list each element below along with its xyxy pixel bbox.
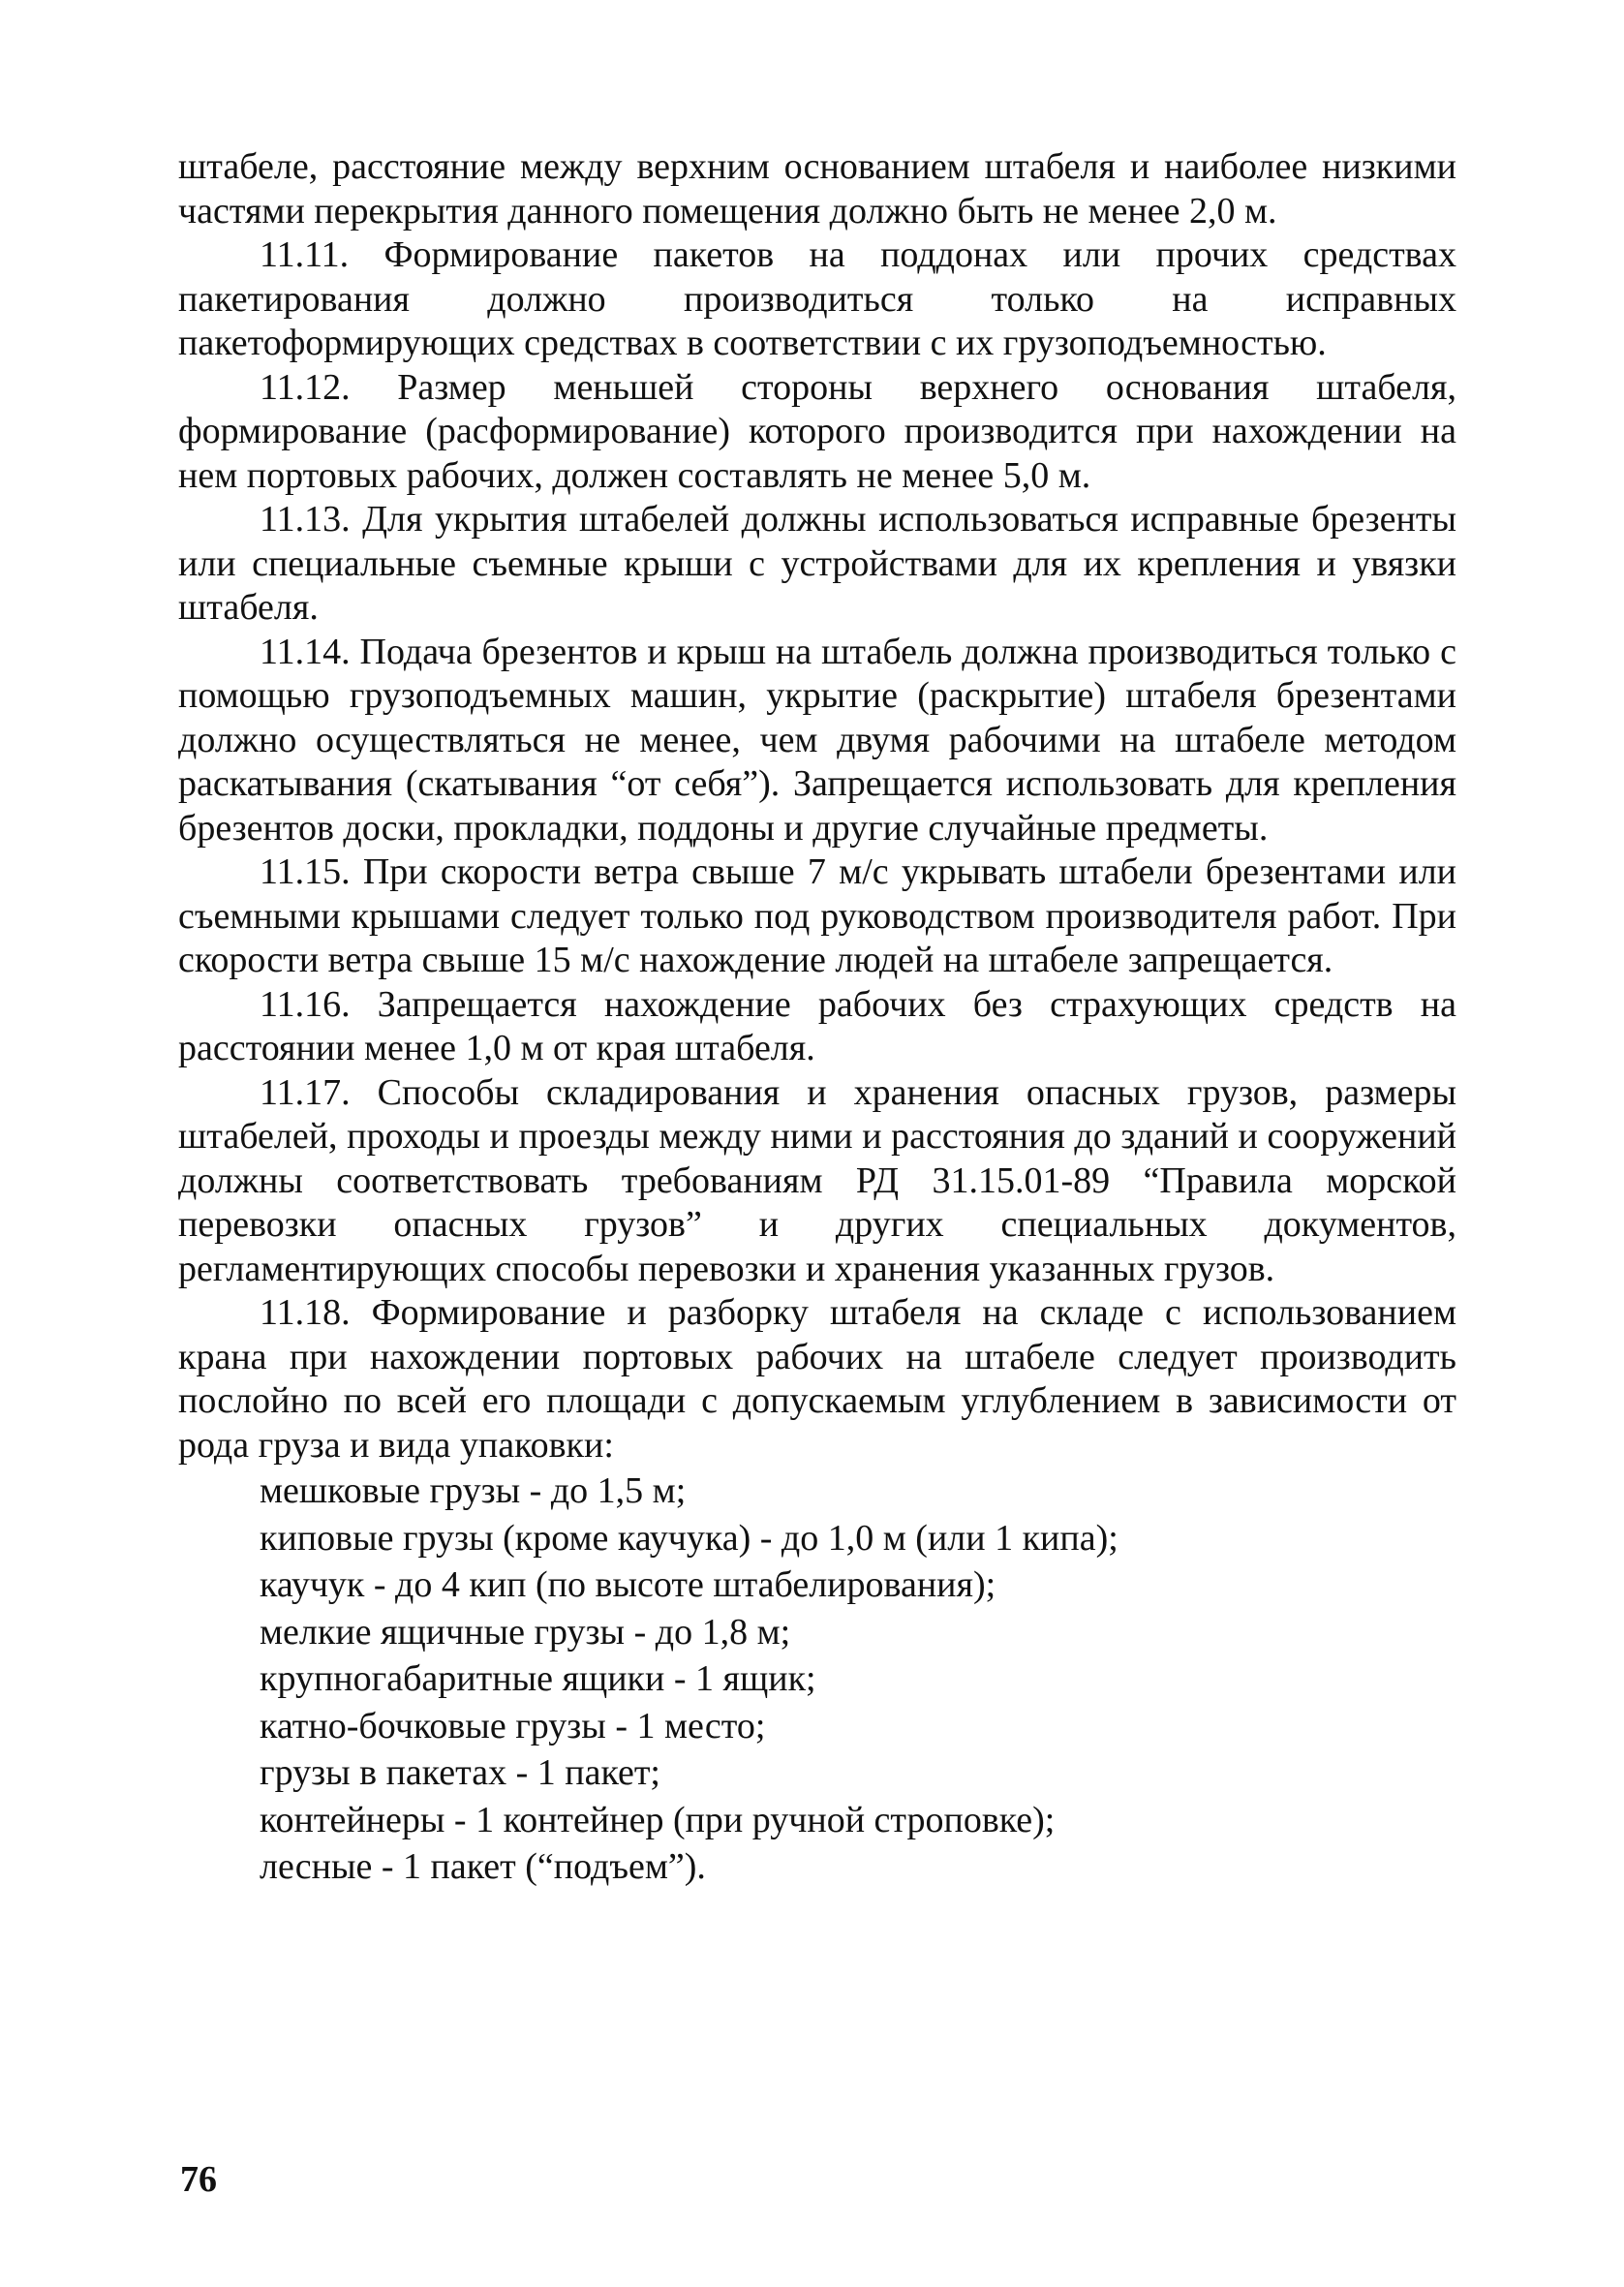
list-item: грузы в пакетах - 1 пакет; (260, 1752, 660, 1793)
paragraph-11-17: 11.17. Способы складирования и хранения опасных грузов, размеры штабелей, проходы и проезды между ними и расстояния до зданий и сооружений должны соответствовать требованиям РД 31.15.01-89 “Правила морской перевозки опасных грузов” и других специальных документов, регламентирующих способы перевозки и хранения указанных грузов. (178, 1071, 1456, 1289)
paragraph-11-18: 11.18. Формирование и разборку штабеля на складе с использованием крана при нахождении портовых рабочих на штабеле следует производить послойно по всей его площади с допускаемым углублением в зависимости от рода груза и вида упаковки: (178, 1292, 1456, 1466)
list-item: мелкие ящичные грузы - до 1,8 м; (260, 1611, 791, 1653)
list-item: лесные - 1 пакет (“подъем”). (260, 1846, 706, 1887)
document-page (178, 145, 1456, 1891)
cargo-depth-list (178, 1468, 1456, 1891)
paragraph-11-16: 11.16. Запрещается нахождение рабочих без страхующих средств на расстоянии менее 1,0 м от края штабеля. (178, 983, 1456, 1068)
list-item: катно-бочковые грузы - 1 место; (260, 1705, 766, 1746)
list-item: каучук - до 4 кип (по высоте штабелирования); (260, 1564, 996, 1605)
list-item: мешковые грузы - до 1,5 м; (260, 1470, 687, 1511)
paragraph-11-15: 11.15. При скорости ветра свыше 7 м/с укрывать штабели брезентами или съемными крышами следует только под руководством производителя работ. При скорости ветра свыше 15 м/с нахождение людей на штабеле запрещается. (178, 851, 1456, 980)
list-item: крупногабаритные ящики - 1 ящик; (260, 1658, 816, 1699)
list-item: контейнеры - 1 контейнер (при ручной строповке); (260, 1799, 1056, 1840)
page-number: 76 (180, 2159, 217, 2200)
paragraph-continuation: штабеле, расстояние между верхним основанием штабеля и наиболее низкими частями перекрытия данного помещения должно быть не менее 2,0 м. (178, 146, 1456, 232)
paragraph-11-12: 11.12. Размер меньшей стороны верхнего основания штабеля, формирование (расформирование) которого производится при нахождении на нем портовых рабочих, должен составлять не менее 5,0 м. (178, 366, 1456, 496)
paragraph-11-14: 11.14. Подача брезентов и крыш на штабель должна производиться только с помощью грузоподъемных машин, укрытие (раскрытие) штабеля брезентами должно осуществляться не менее, чем двумя рабочими на штабеле методом раскатывания (скатывания “от себя”). Запрещается использовать для крепления брезентов доски, прокладки, поддоны и другие случайные предметы. (178, 631, 1456, 849)
paragraph-11-13: 11.13. Для укрытия штабелей должны использоваться исправные брезенты или специальные съемные крыши с устройствами для их крепления и увязки штабеля. (178, 499, 1456, 628)
list-item: киповые грузы (кроме каучука) - до 1,0 м (или 1 кипа); (260, 1517, 1118, 1559)
paragraph-11-11: 11.11. Формирование пакетов на поддонах или прочих средствах пакетирования должно производиться только на исправных пакетоформирующих средствах в соответствии с их грузоподъемностью. (178, 234, 1456, 363)
